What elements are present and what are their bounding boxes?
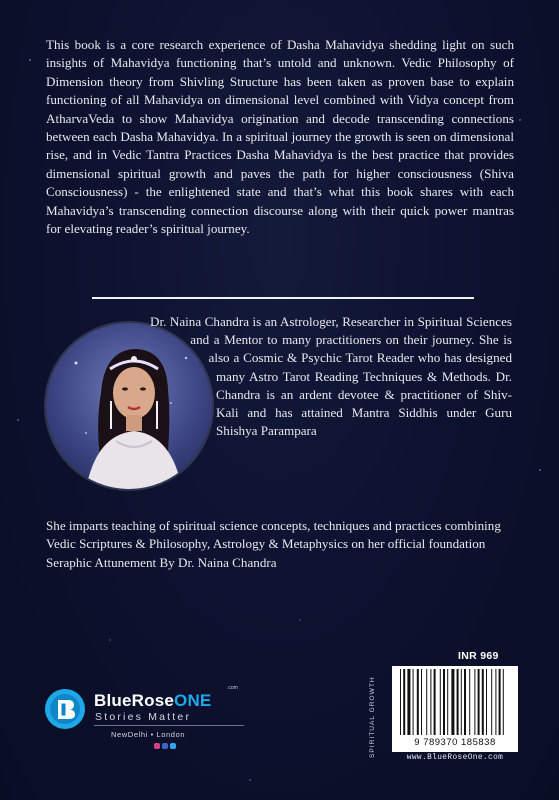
barcode-bar: [469, 669, 470, 735]
barcode-bar: [421, 669, 422, 735]
barcode-bar: [499, 669, 501, 735]
bluerose-logo-icon: [44, 688, 86, 730]
barcode-bar: [440, 669, 441, 735]
barcode-bar: [461, 669, 462, 735]
barcode-bar: [400, 669, 401, 735]
publisher-tagline: Stories Matter: [95, 711, 192, 723]
barcode-bar: [495, 669, 496, 735]
publisher-name-part1: BlueRose: [94, 691, 175, 710]
author-bio-continued: She imparts teaching of spiritual science concepts, techniques and practices combining Vedic Scriptures & Philosophy, Astrology & Metaphysics on her official foundation Seraphic Attunement By Dr. Naina Chandra: [46, 518, 501, 570]
author-bio: [150, 313, 512, 503]
section-divider: [92, 297, 474, 299]
isbn-barcode: [392, 666, 518, 752]
barcode-bar: [417, 669, 419, 735]
barcode-bar: [478, 669, 480, 735]
barcode-bar: [413, 669, 414, 735]
barcode-bar: [443, 669, 445, 735]
barcode-bar: [486, 669, 487, 735]
book-blurb: This book is a core research experience of Dasha Mahavidya shedding light on such insights of Mahavidya functioning that’s untold and unknown. Vedic Philosophy of Dimension theory from Shivling Structure has been taken as proven base to explain functioning of all Mahavidya on dimensional level combined with Vidya concept from AtharvaVeda to show Mahavidya origination and decode transcending connections between each Dasha Mahavidya. In a spiritual journey the growth is seen on dimensional rise, and in Vedic Tantra Practices Dasha Mahavidya is the best practice that provides dimensional spiritual growth and paves the path for higher consciousness (Shiva Consciousness) - the enlightened state and that’s what this book shares with each Mahavidya’s transcending connection discourse along with their quick power mantras for elevating reader’s spiritual journey.: [46, 37, 514, 237]
facebook-icon: [162, 743, 168, 749]
book-price: INR 969: [458, 650, 499, 662]
tagline-divider: [94, 725, 244, 726]
twitter-icon: [170, 743, 176, 749]
barcode-bar: [503, 669, 504, 735]
author-bio-text: Dr. Naina Chandra is an Astrologer, Researcher in Spiritual Sciences and a Mentor to many practitioners on their journey. She is also a Cosmic & Psychic Tarot Reader who has designed many Astro Tarot Reading Techniques & Methods. Dr. Chandra is an ardent devotee & practitioner of Shiv-Kali and has attained Mantra Siddhis under Guru Shishya Parampara: [150, 314, 512, 439]
barcode-bar: [482, 669, 484, 735]
category-label: SPIRITUAL GROWTH: [369, 676, 376, 758]
barcode-bar: [457, 669, 459, 735]
barcode-bars: [400, 669, 510, 737]
barcode-bar: [407, 669, 410, 735]
publisher-locations: NewDelhi • London: [111, 730, 186, 739]
barcode-bar: [464, 669, 466, 735]
instagram-icon: [154, 743, 160, 749]
publisher-name: [94, 691, 211, 711]
publisher-dotcom: .com: [227, 685, 238, 691]
isbn-number: 9 789370 185838: [414, 737, 496, 748]
barcode-bar: [430, 669, 431, 735]
barcode-bar: [447, 669, 448, 735]
barcode-bar: [426, 669, 427, 735]
barcode-bar: [434, 669, 436, 735]
barcode-bar: [491, 669, 492, 735]
publisher-name-part2: ONE: [174, 691, 212, 710]
barcode-bar: [474, 669, 475, 735]
publisher-website: www.BlueRoseOne.com: [406, 754, 504, 762]
barcode-bar: [451, 669, 454, 735]
barcode-bar: [403, 669, 405, 735]
social-icons: [154, 743, 176, 749]
